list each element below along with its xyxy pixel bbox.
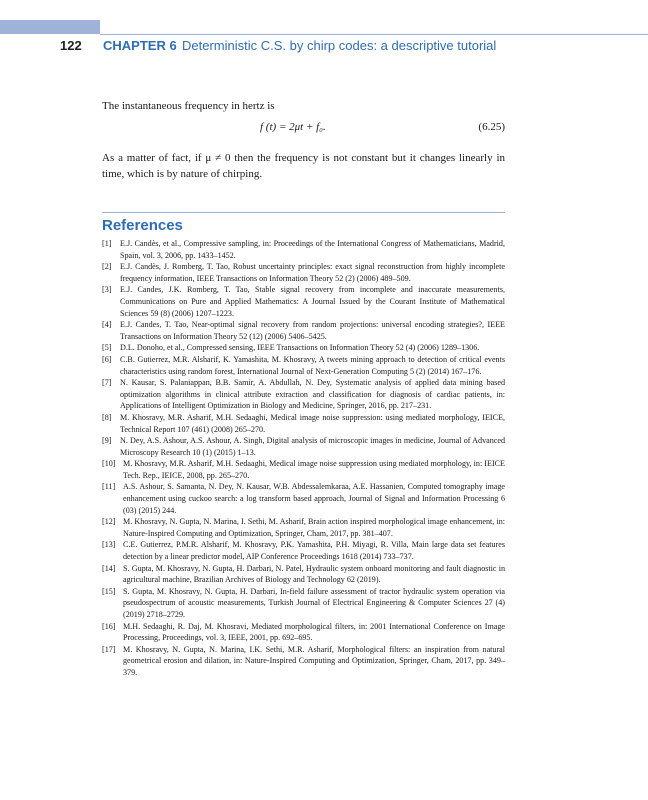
reference-item	[102, 621, 505, 644]
reference-text: A.S. Ashour, S. Samanta, N. Dey, N. Kausar, W.B. Abdessalemkaraa, A.E. Hassanien, Computed tomography image enhancement using cuckoo search: a log transform based approach, Journal of Signal and Information Processing 6 (03) (2015) 244.	[123, 482, 505, 515]
references-rule	[102, 212, 505, 213]
reference-number: [12]	[102, 517, 116, 527]
reference-list	[102, 238, 505, 679]
reference-item	[102, 435, 505, 458]
reference-number: [15]	[102, 586, 116, 596]
equation: f (t) = 2μt + f₀.	[260, 121, 326, 133]
reference-text: M. Khosravy, M.R. Asharif, M.H. Sedaaghi, Medical image noise suppression using mediated morphology, in: IEICE Tech. Rep., IEICE, 2008, pp. 265–270.	[123, 459, 505, 480]
reference-text: S. Gupta, M. Khosravy, N. Gupta, H. Darbari, N. Patel, Hydraulic system onboard monitoring and fault diagnostic in agricultural machine, Brazilian Archives of Biology and Technology 62 (2019).	[123, 563, 505, 585]
reference-item	[102, 481, 505, 516]
reference-item	[102, 377, 505, 412]
reference-item	[102, 354, 505, 377]
reference-text: N. Kausar, S. Palaniappan, B.B. Samir, A. Abdullah, N. Dey, Systematic analysis of applied data mining based optimization algorithms in clinical attribute extraction and classification for diagnosis of cardiac patients, in: Applications of Intelligent Optimization in Biology and Medicine, Springer, 2016, pp. 217–231.	[120, 378, 505, 411]
reference-item	[102, 563, 505, 586]
reference-text: E.J. Candès, J. Romberg, T. Tao, Robust uncertainty principles: exact signal reconstruction from highly incomplete frequency information, IEEE Transactions on Information Theory 52 (2) (2006) 489–509.	[120, 262, 505, 283]
reference-text: M. Khosravy, M.R. Asharif, M.H. Sedaaghi, Medical image noise suppression: using mediated morphology, IEICE, Technical Report 107 (461) (2008) 265–270.	[120, 412, 505, 434]
reference-number: [3]	[102, 285, 112, 295]
reference-text: M.H. Sedaaghi, R. Daj, M. Khosravi, Mediated morphological filters, in: 2001 International Conference on Image Processing, Proceedings, vol. 3, IEEE, 2001, pp. 692–695.	[123, 621, 505, 643]
reference-item	[102, 516, 505, 539]
reference-number: [14]	[102, 563, 116, 573]
reference-text: N. Dey, A.S. Ashour, A.S. Ashour, A. Singh, Digital analysis of microscopic images in medicine, Journal of Advanced Microscopy Research 10 (1) (2015) 1–13.	[120, 436, 505, 457]
reference-item	[102, 586, 505, 621]
reference-number: [17]	[102, 644, 116, 654]
reference-number: [9]	[102, 436, 112, 446]
equation-row	[102, 121, 505, 137]
reference-number: [6]	[102, 354, 112, 364]
header-accent-bar	[0, 20, 100, 34]
header-rule	[100, 34, 648, 35]
reference-number: [2]	[102, 262, 112, 272]
reference-text: E.J. Candes, J.K. Romberg, T. Tao, Stable signal recovery from incomplete and inaccurate measurements, Communications on Pure and Applied Mathematics: A Journal Issued by the Courant Institute of Mathematical Sciences 59 (8) (2006) 1207–1223.	[120, 285, 505, 318]
reference-text: S. Gupta, M. Khosravy, N. Gupta, H. Darbari, In-field failure assessment of tractor hydraulic system operation via pseudospectrum of acoustic measurements, Turkish Journal of Electrical Engineering & Computer Sciences 27 (4) (2019) 2718–2729.	[123, 586, 505, 619]
reference-number: [16]	[102, 621, 116, 631]
reference-number: [1]	[102, 239, 112, 248]
chapter-title: Deterministic C.S. by chirp codes: a descriptive tutorial	[182, 38, 497, 53]
reference-text: C.B. Gutierrez, M.R. Alsharif, K. Yamashita, M. Khosravy, A tweets mining approach to detection of critical events characteristics using random forest, International Journal of Next-Generation Computing 5 (2) (2014) 167–176.	[120, 354, 505, 376]
reference-number: [7]	[102, 378, 112, 388]
reference-item	[102, 319, 505, 342]
reference-number: [10]	[102, 459, 116, 469]
reference-number: [5]	[102, 343, 112, 353]
reference-text: C.E. Gutierrez, P.M.R. Alsharif, M. Khosravy, P.K. Yamashita, P.H. Miyagi, R. Villa, Main large data set features detection by a linear predictor model, AIP Conference Proceedings 1618 (2014) 733–737.	[123, 540, 505, 562]
equation-number: (6.25)	[478, 121, 505, 133]
reference-number: [4]	[102, 320, 112, 330]
reference-item	[102, 342, 505, 354]
reference-item	[102, 539, 505, 562]
page-number: 122	[60, 38, 82, 53]
reference-item	[102, 412, 505, 435]
chapter-label: CHAPTER 6	[103, 38, 177, 53]
intro-text: The instantaneous frequency in hertz is	[102, 100, 275, 112]
reference-number: [11]	[102, 482, 116, 492]
reference-item	[102, 238, 505, 261]
reference-item	[102, 261, 505, 284]
references-heading: References	[102, 217, 183, 234]
reference-number: [13]	[102, 540, 116, 550]
reference-text: E.J. Candes, T. Tao, Near-optimal signal recovery from random projections: universal encoding strategies?, IEEE Transactions on Information Theory 52 (12) (2006) 5406–5425.	[120, 320, 505, 341]
running-header	[0, 38, 648, 58]
body-paragraph: As a matter of fact, if μ ≠ 0 then the frequency is not constant but it changes linearly in time, which is by nature of chirping.	[102, 152, 505, 180]
reference-text: M. Khosravy, N. Gupta, N. Marina, I.K. Sethi, M.R. Asharif, Morphological filters: an inspiration from natural geometrical erosion and dilation, in: Nature-Inspired Computing and Optimization, Springer, Cham, 2017, pp. 349–379.	[123, 644, 505, 677]
reference-item	[102, 458, 505, 481]
reference-text: M. Khosravy, N. Gupta, N. Marina, I. Sethi, M. Asharif, Brain action inspired morphological image enhancement, in: Nature-Inspired Computing and Optimization, Springer, Cham, 2017, pp. 381–407.	[123, 517, 505, 538]
reference-text: D.L. Donoho, et al., Compressed sensing, IEEE Transactions on Information Theory 52 (4) (2006) 1289–1306.	[120, 343, 480, 353]
reference-item	[102, 284, 505, 319]
reference-text: E.J. Candès, et al., Compressive sampling, in: Proceedings of the International Congress of Mathematicians, Madrid, Spain, vol. 3, 2006, pp. 1433–1452.	[120, 239, 505, 260]
reference-item	[102, 644, 505, 679]
reference-number: [8]	[102, 412, 112, 422]
